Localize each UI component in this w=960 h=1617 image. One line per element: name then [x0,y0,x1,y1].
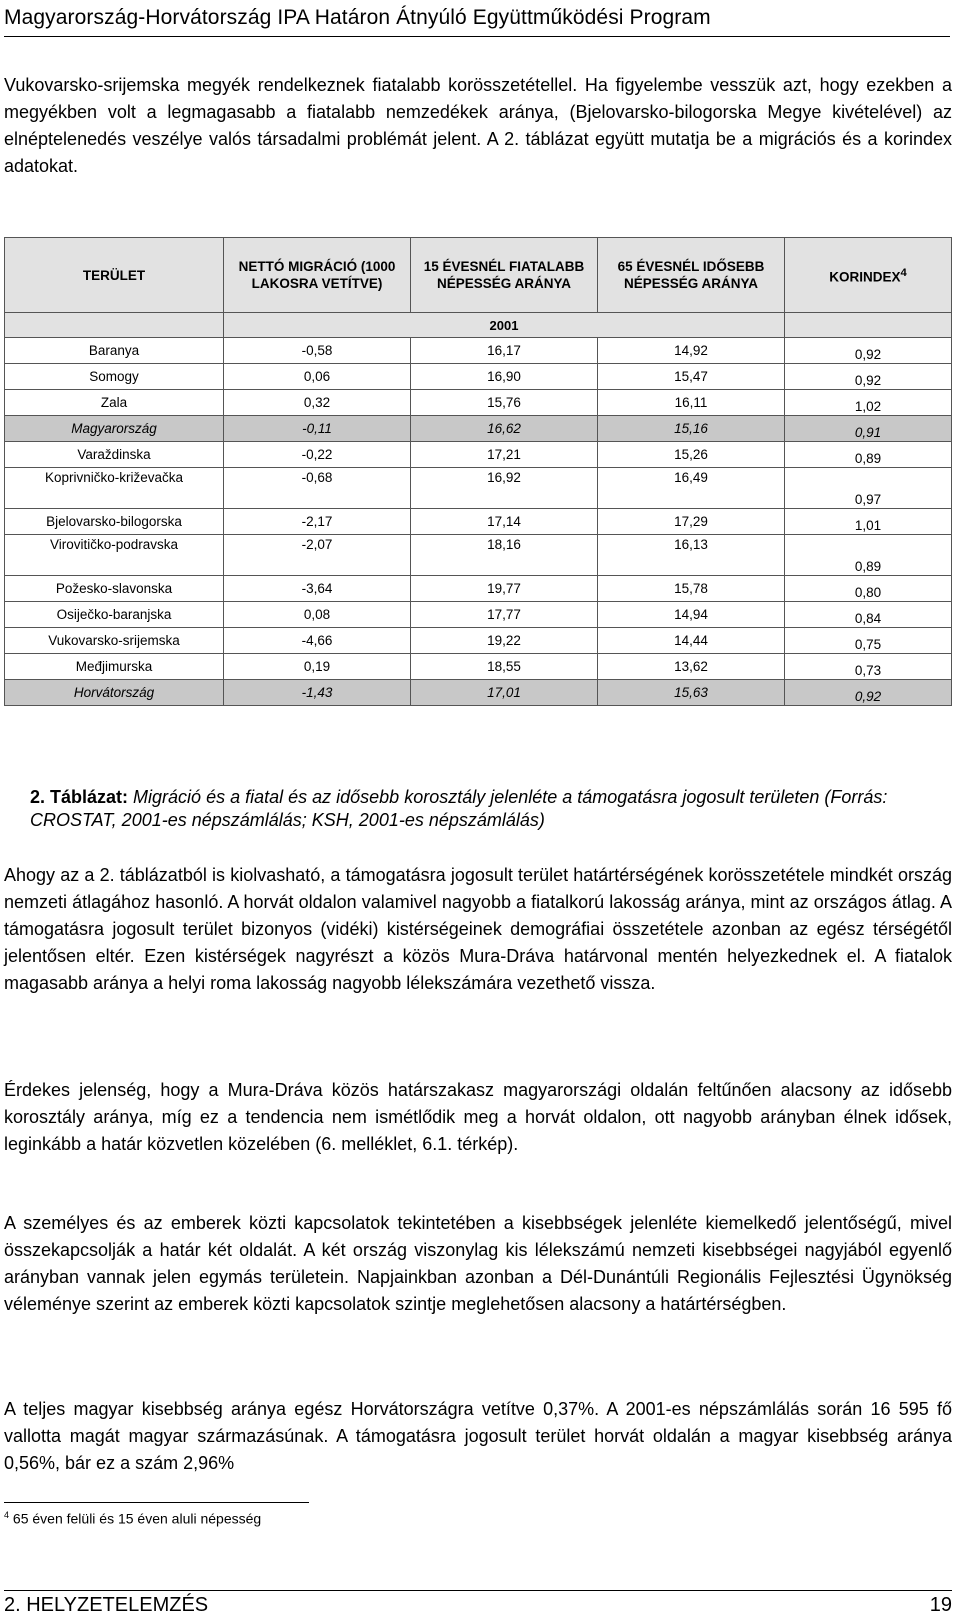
footnote [4,1510,261,1527]
cell-fiatal: 16,62 [411,416,598,442]
table-row [5,509,952,535]
cell-terulet: Virovitičko-podravska [5,535,224,576]
cell-korindex: 0,92 [785,364,952,390]
table-row [5,576,952,602]
cell-korindex: 0,92 [785,338,952,364]
cell-korindex: 0,75 [785,628,952,654]
cell-idos: 15,26 [598,442,785,468]
cell-migracio: 0,06 [224,364,411,390]
cell-terulet: Međjimurska [5,654,224,680]
cell-korindex: 1,01 [785,509,952,535]
cell-idos: 16,13 [598,535,785,576]
table-row [5,416,952,442]
cell-korindex: 0,89 [785,442,952,468]
table-row [5,338,952,364]
year-spacer [785,313,952,338]
cell-terulet: Osiječko-baranjska [5,602,224,628]
cell-terulet: Koprivničko-križevačka [5,468,224,509]
cell-migracio: -0,22 [224,442,411,468]
table-row [5,364,952,390]
cell-migracio: -4,66 [224,628,411,654]
paragraph-3: Érdekes jelenség, hogy a Mura-Dráva közös határszakasz magyarországi oldalán feltűnően alacsony az idősebb korosztály aránya, míg ez a tendencia nem ismétlődik meg a horvát oldalon, ott nagyobb arányban élnek idősek, leginkább a határ közvetlen közelében (6. melléklet, 6.1. térkép). [4,1080,952,1154]
cell-migracio: -0,58 [224,338,411,364]
cell-fiatal: 15,76 [411,390,598,416]
table-row [5,654,952,680]
caption-text: Migráció és a fiatal és az idősebb korosztály jelenléte a támogatásra jogosult területen (Forrás: CROSTAT, 2001-es népszámlálás; KSH, 2001-es népszámlálás) [30,787,888,830]
table-row [5,442,952,468]
page-header: Magyarország-Horvátország IPA Határon Átnyúló Együttműködési Program [4,6,950,37]
year-spacer [5,313,224,338]
table-row [5,602,952,628]
cell-fiatal: 17,21 [411,442,598,468]
col-header-idos: 65 ÉVESNÉL IDŐSEBB NÉPESSÉG ARÁNYA [598,238,785,313]
caption-label: 2. Táblázat: [30,787,129,807]
cell-migracio: 0,32 [224,390,411,416]
table-row [5,535,952,576]
cell-idos: 15,16 [598,416,785,442]
cell-idos: 14,94 [598,602,785,628]
cell-idos: 15,47 [598,364,785,390]
table-row [5,468,952,509]
cell-fiatal: 16,92 [411,468,598,509]
col-header-korindex: KORINDEX$^4$ [785,238,952,313]
page-number: 19 [929,1594,952,1616]
cell-migracio: -0,68 [224,468,411,509]
footnote-divider [4,1502,309,1503]
paragraph-2: Ahogy az a 2. táblázatból is kiolvasható, a támogatásra jogosult terület határtérségének korösszetétele mindkét ország nemzeti átlagához hasonló. A horvát oldalon valamivel nagyobb a fiatalkorú lakosság aránya, mint az országos átlag. A támogatásra jogosult terület bizonyos (vidéki) kistérségeinek demográfiai összetétele azonban az egész térségétől jelentősen eltér. Ezen kistérségek nagyrészt a közös Mura-Dráva határvonal mentén helyezkednek el. A fiatalok magasabb aránya a helyi roma lakosság nagyobb lélekszámára vezethető vissza. [4,865,952,993]
cell-fiatal: 17,01 [411,680,598,706]
cell-terulet: Varaždinska [5,442,224,468]
cell-fiatal: 17,77 [411,602,598,628]
cell-korindex: 0,84 [785,602,952,628]
table-row [5,680,952,706]
cell-migracio: -3,64 [224,576,411,602]
footnote-number: 4 [4,1510,10,1520]
table-caption [30,786,952,832]
cell-migracio: -1,43 [224,680,411,706]
cell-fiatal: 17,14 [411,509,598,535]
cell-terulet: Zala [5,390,224,416]
cell-idos: 17,29 [598,509,785,535]
cell-terulet: Horvátország [5,680,224,706]
col-header-terulet: TERÜLET [5,238,224,313]
footnote-text: 65 éven felüli és 15 éven aluli népesség [12,1510,262,1527]
col-header-migracio: NETTÓ MIGRÁCIÓ (1000 LAKOSRA VETÍTVE) [224,238,411,313]
cell-terulet: Bjelovarsko-bilogorska [5,509,224,535]
cell-terulet: Magyarország [5,416,224,442]
cell-fiatal: 16,17 [411,338,598,364]
cell-fiatal: 19,22 [411,628,598,654]
cell-idos: 14,44 [598,628,785,654]
col-header-fiatal: 15 ÉVESNÉL FIATALABB NÉPESSÉG ARÁNYA [411,238,598,313]
cell-terulet: Baranya [5,338,224,364]
footer-divider [4,1590,952,1591]
year-label: 2001 [224,313,785,338]
cell-migracio: -2,17 [224,509,411,535]
intro-paragraph: Vukovarsko-srijemska megyék rendelkeznek fiatalabb korösszetétellel. Ha figyelembe vesszük azt, hogy ezekben a megyékben volt a legmagasabb a fiatalabb nemzedékek aránya, (Bjelovarsko-bilogorska Megye kivételével) az elnéptelenedés veszélye valós társadalmi problémát jelent. A 2. táblázat együtt mutatja be a migrációs és a korindex adatokat. [4,75,952,176]
cell-migracio: 0,19 [224,654,411,680]
footer-section: 2. HELYZETELEMZÉS [4,1594,209,1616]
cell-korindex: 0,97 [785,468,952,509]
cell-fiatal: 19,77 [411,576,598,602]
paragraph-5: A teljes magyar kisebbség aránya egész Horvátországra vetítve 0,37%. A 2001-es népszámlálás során 16 595 fő vallotta magát magyar származásúnak. A támogatásra jogosult terület horvát oldalán a magyar kisebbség aránya 0,56%, bár ez a szám 2,96% [4,1399,952,1473]
cell-idos: 15,63 [598,680,785,706]
cell-korindex: 0,91 [785,416,952,442]
cell-idos: 13,62 [598,654,785,680]
footnote-ref: 4 [900,266,907,279]
cell-korindex: 1,02 [785,390,952,416]
cell-fiatal: 18,16 [411,535,598,576]
cell-korindex: 0,92 [785,680,952,706]
table-row [5,628,952,654]
cell-korindex: 0,89 [785,535,952,576]
cell-idos: 14,92 [598,338,785,364]
cell-migracio: 0,08 [224,602,411,628]
cell-migracio: -0,11 [224,416,411,442]
paragraph-4: A személyes és az emberek közti kapcsolatok tekintetében a kisebbségek jelenléte kiemelkedő jelentőségű, mivel összekapcsolják a határ két oldalát. A két ország viszonylag kis lélekszámú nemzeti kisebbségei nagyjából egyenlő arányban vannak jelen egymás területein. Napjainkban azonban a Dél-Dunántúli Regionális Fejlesztési Ügynökség véleménye szerint az emberek közti kapcsolatok szintje meglehetősen alacsony a határtérségben. [4,1213,952,1314]
cell-korindex: 0,80 [785,576,952,602]
cell-fiatal: 16,90 [411,364,598,390]
cell-korindex: 0,73 [785,654,952,680]
cell-idos: 16,49 [598,468,785,509]
cell-terulet: Požesko-slavonska [5,576,224,602]
cell-idos: 15,78 [598,576,785,602]
cell-terulet: Somogy [5,364,224,390]
table-row [5,390,952,416]
cell-idos: 16,11 [598,390,785,416]
migration-age-table [4,237,952,706]
cell-migracio: -2,07 [224,535,411,576]
cell-terulet: Vukovarsko-srijemska [5,628,224,654]
cell-fiatal: 18,55 [411,654,598,680]
